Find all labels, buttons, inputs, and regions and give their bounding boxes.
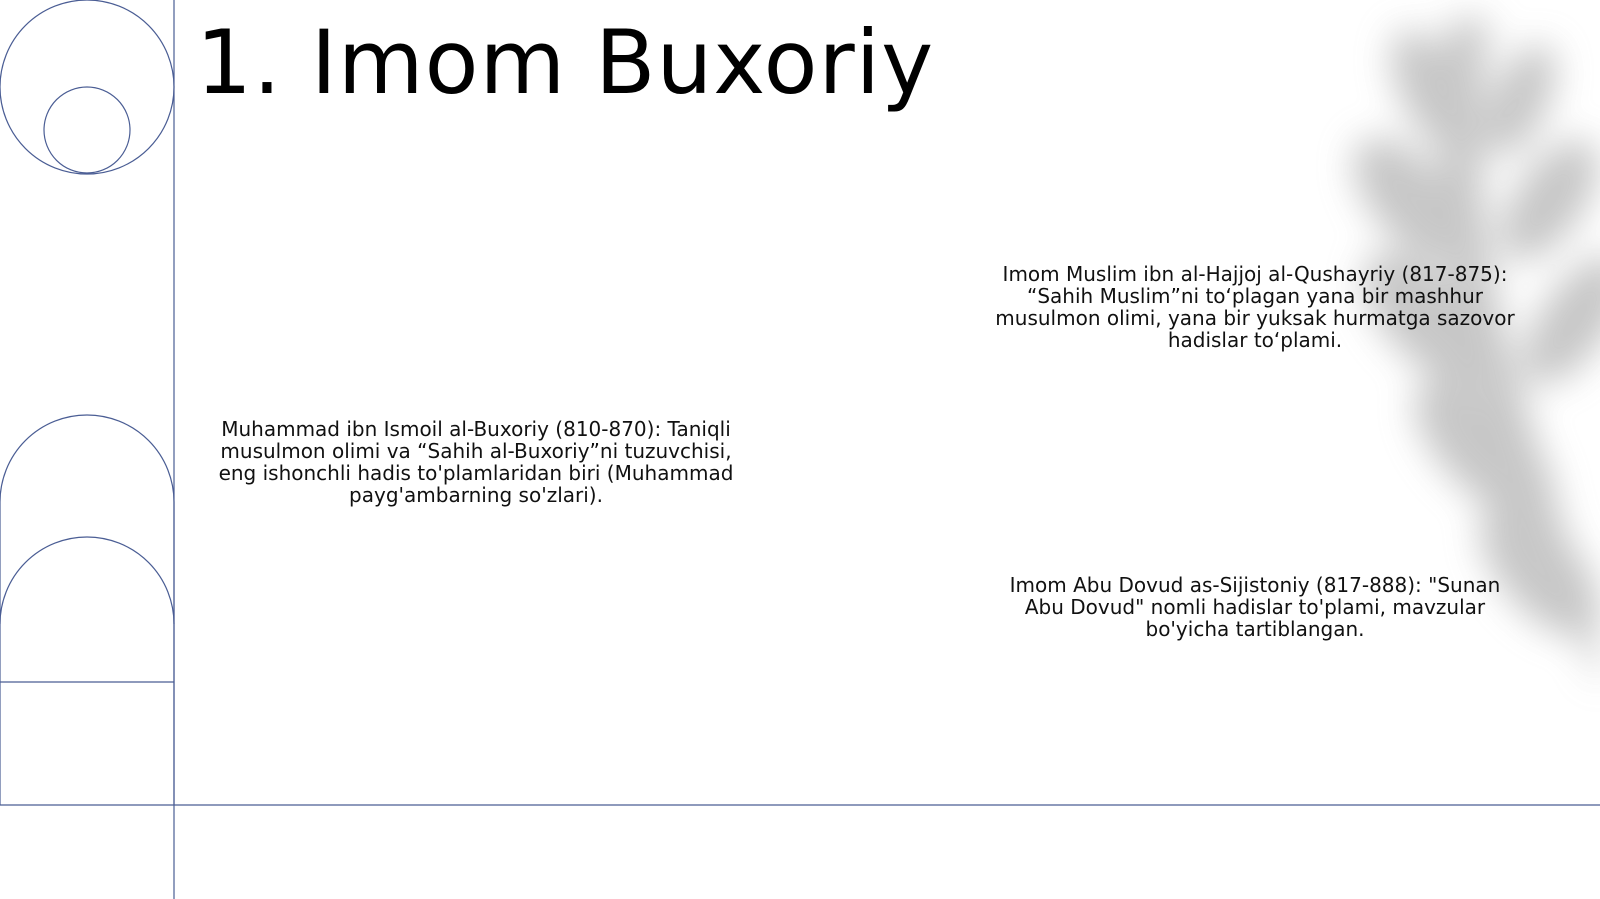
- text-abu-dovud: Imom Abu Dovud as-Sijistoniy (817-888): "Sunan Abu Dovud" nomli hadislar to'plami, mavzular bo'yicha tartiblangan.: [1009, 573, 1501, 641]
- text-muslim: Imom Muslim ibn al-Hajjoj al-Qushayriy (817-875): “Sahih Muslim”ni to‘plagan yana bir mashhur musulmon olimi, yana bir yuksak hurmatga sazovor hadislar to‘plami.: [995, 262, 1515, 352]
- slide-title: 1. Imom Buxoriy: [196, 11, 935, 114]
- lower-arch-outline: [0, 537, 174, 624]
- upper-arch-outline: [0, 415, 174, 502]
- small-circle-outline: [44, 87, 130, 173]
- text-buxoriy: Muhammad ibn Ismoil al-Buxoriy (810-870): Taniqli musulmon olimi va “Sahih al-Buxoriy”ni tuzuvchisi, eng ishonchli hadis to'plamlaridan biri (Muhammad payg'ambarning so'zlari).: [218, 417, 734, 507]
